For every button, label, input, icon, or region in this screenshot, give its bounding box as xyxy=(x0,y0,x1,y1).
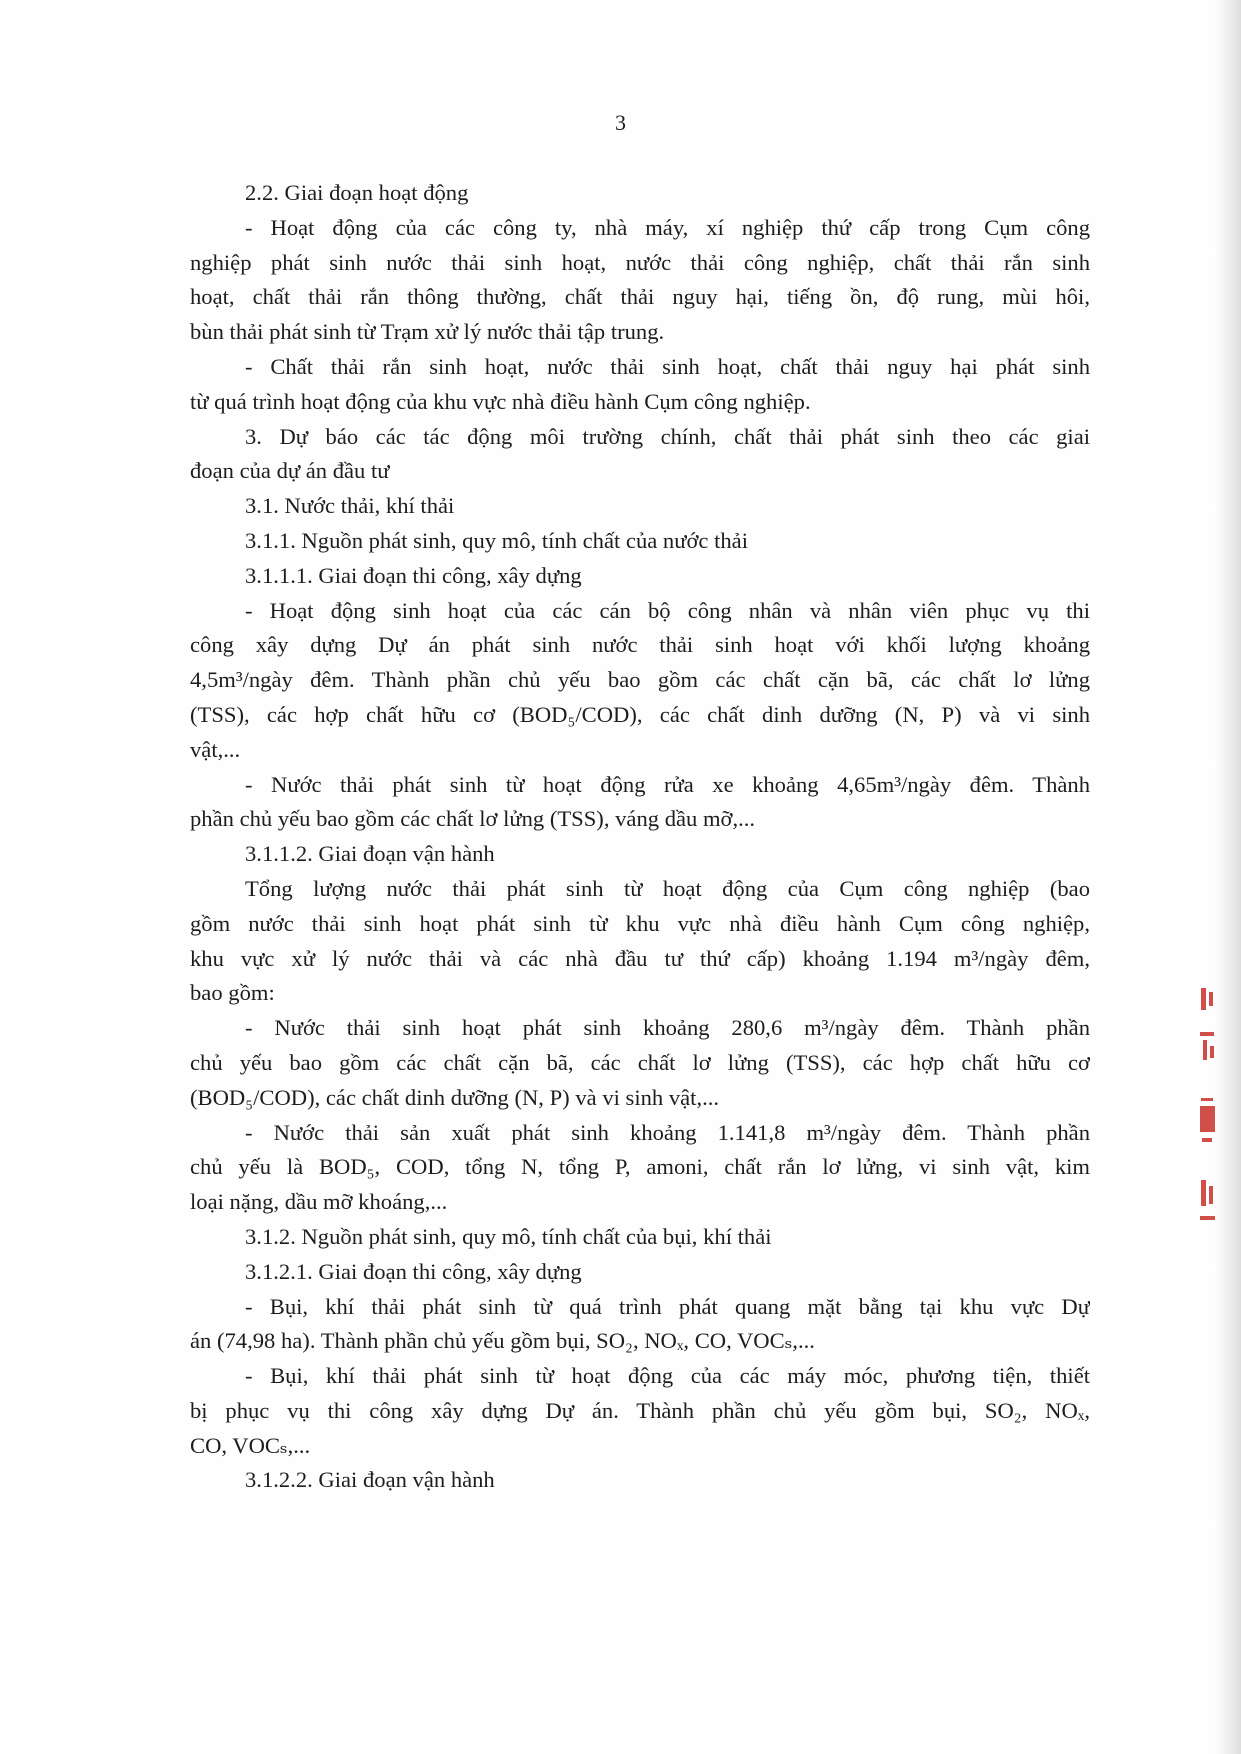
paragraph-line: - Chất thải rắn sinh hoạt, nước thải sinh hoạt, chất thải nguy hại phát sinh xyxy=(245,353,1090,379)
heading-3: 3. Dự báo các tác động môi trường chính, chất thải phát sinh theo các giai xyxy=(245,423,1090,449)
heading-3-1-2-1: 3.1.2.1. Giai đoạn thi công, xây dựng xyxy=(245,1258,582,1284)
paragraph-line: - Nước thải phát sinh từ hoạt động rửa xe khoảng 4,65m³/ngày đêm. Thành xyxy=(245,771,1090,797)
body-text xyxy=(190,176,1090,1498)
paragraph-line: bao gồm: xyxy=(190,980,275,1006)
paragraph-line: - Nước thải sản xuất phát sinh khoảng 1.141,8 m³/ngày đêm. Thành phần xyxy=(245,1119,1090,1145)
paragraph-line: phần chủ yếu bao gồm các chất lơ lửng (TSS), váng dầu mỡ,... xyxy=(190,806,756,832)
paragraph-line: chủ yếu là BOD₅, COD, tổng N, tổng P, amoni, chất rắn lơ lửng, vi sinh vật, kim xyxy=(190,1154,1090,1180)
paragraph-line: - Nước thải sinh hoạt phát sinh khoảng 280,6 m³/ngày đêm. Thành phần xyxy=(245,1015,1090,1041)
heading-2-2: 2.2. Giai đoạn hoạt động xyxy=(245,180,469,205)
paragraph-line: (TSS), các hợp chất hữu cơ (BOD₅/COD), các chất dinh dưỡng (N, P) và vi sinh xyxy=(190,701,1090,727)
scan-edge-shadow xyxy=(1215,0,1241,1754)
heading-3-1-1-2: 3.1.1.2. Giai đoạn vận hành xyxy=(245,841,495,867)
paragraph-line: từ quá trình hoạt động của khu vực nhà điều hành Cụm công nghiệp. xyxy=(190,388,811,414)
paragraph-line: - Bụi, khí thải phát sinh từ quá trình phát quang mặt bằng tại khu vực Dự xyxy=(245,1293,1090,1319)
paragraph-line: - Hoạt động của các công ty, nhà máy, xí nghiệp thứ cấp trong Cụm công xyxy=(245,214,1090,240)
paragraph-line: 4,5m³/ngày đêm. Thành phần chủ yếu bao gồm các chất cặn bã, các chất lơ lửng xyxy=(190,667,1090,693)
paragraph-line: CO, VOCₛ,... xyxy=(190,1432,311,1458)
paragraph-line: - Hoạt động sinh hoạt của các cán bộ công nhân và nhân viên phục vụ thi xyxy=(245,597,1090,623)
heading-3-1: 3.1. Nước thải, khí thải xyxy=(245,493,455,519)
paragraph-line: chủ yếu bao gồm các chất cặn bã, các chất lơ lửng (TSS), các hợp chất hữu cơ xyxy=(190,1049,1090,1075)
heading-3-1-1: 3.1.1. Nguồn phát sinh, quy mô, tính chất của nước thải xyxy=(245,527,748,553)
paragraph-line: công xây dựng Dự án phát sinh nước thải sinh hoạt với khối lượng khoảng xyxy=(190,632,1090,658)
page-number: 3 xyxy=(615,110,626,135)
paragraph-line: bị phục vụ thi công xây dựng Dự án. Thành phần chủ yếu gồm bụi, SO₂, NOₓ, xyxy=(190,1397,1090,1423)
heading-3-1-2-2: 3.1.2.2. Giai đoạn vận hành xyxy=(245,1467,495,1493)
paragraph-line: án (74,98 ha). Thành phần chủ yếu gồm bụi, SO₂, NOₓ, CO, VOCₛ,... xyxy=(190,1328,815,1354)
heading-3-cont: đoạn của dự án đầu tư xyxy=(190,458,390,484)
paragraph-line: (BOD₅/COD), các chất dinh dưỡng (N, P) và vi sinh vật,... xyxy=(190,1084,720,1110)
paragraph-line: vật,... xyxy=(190,736,241,762)
paragraph-line: gồm nước thải sinh hoạt phát sinh từ khu vực nhà điều hành Cụm công nghiệp, xyxy=(190,910,1090,936)
paragraph-line: nghiệp phát sinh nước thải sinh hoạt, nước thải công nghiệp, chất thải rắn sinh xyxy=(190,249,1090,275)
paragraph-line: Tổng lượng nước thải phát sinh từ hoạt động của Cụm công nghiệp (bao xyxy=(245,875,1090,901)
heading-3-1-2: 3.1.2. Nguồn phát sinh, quy mô, tính chất của bụi, khí thải xyxy=(245,1223,772,1249)
paragraph-line: bùn thải phát sinh từ Trạm xử lý nước thải tập trung. xyxy=(190,319,665,345)
paragraph-line: - Bụi, khí thải phát sinh từ hoạt động của các máy móc, phương tiện, thiết xyxy=(245,1363,1090,1389)
paragraph-line: loại nặng, dầu mỡ khoáng,... xyxy=(190,1189,448,1215)
paragraph-line: hoạt, chất thải rắn thông thường, chất thải nguy hại, tiếng ồn, độ rung, mùi hôi, xyxy=(190,284,1090,310)
heading-3-1-1-1: 3.1.1.1. Giai đoạn thi công, xây dựng xyxy=(245,562,582,588)
red-stamp-mark xyxy=(1195,980,1221,1240)
paragraph-line: khu vực xử lý nước thải và các nhà đầu tư thứ cấp) khoảng 1.194 m³/ngày đêm, xyxy=(190,945,1090,971)
